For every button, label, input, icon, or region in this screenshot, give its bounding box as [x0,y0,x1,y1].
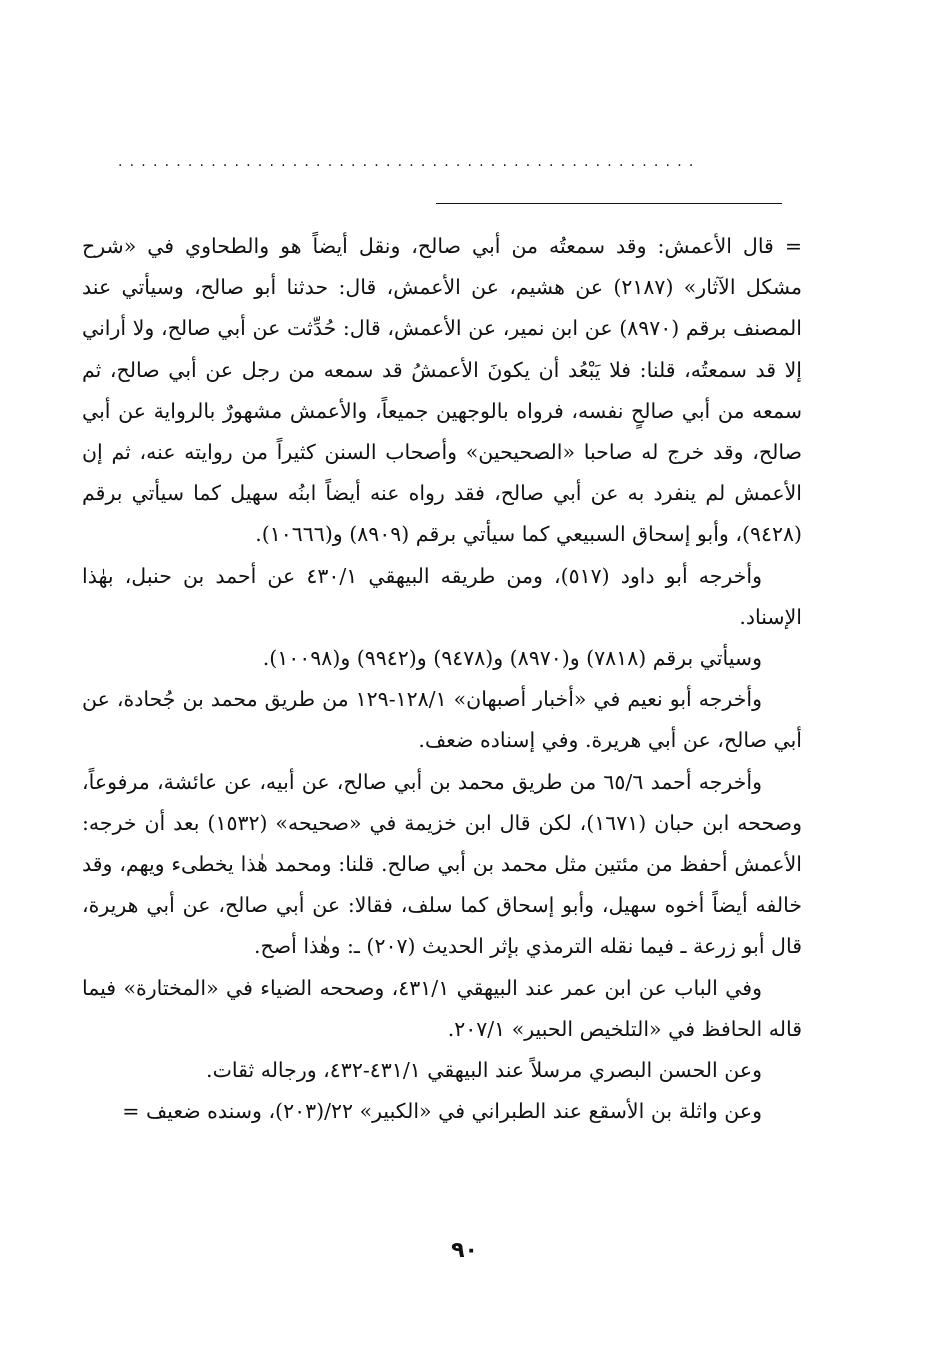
footnote-paragraph: وعن الحسن البصري مرسلاً عند البيهقي ٤٣١/١-٤٣٢، ورجاله ثقات. [206,1058,762,1083]
footnote-paragraph: وفي الباب عن ابن عمر عند البيهقي ٤٣١/١، وصححه الضياء في «المختارة» فيما قاله الحافظ في «التلخيص الحبير» ٢٠٧/١. [82,975,802,1041]
separator-dots: .................................................. [118,156,701,168]
footnote-paragraph: وأخرجه أحمد ٦٥/٦ من طريق محمد بن أبي صالح، عن أبيه، عن عائشة، مرفوعاً، وصححه ابن حبان (١٦٧١)، لكن قال ابن خزيمة في «صحيحه» (١٥٣٢) بعد أن خرجه: الأعمش أحفظ من مئتين مثل محمد بن أبي صالح. قلنا: ومحمد هٰذا يخطىء ويهم، وقد خالفه أيضاً أخوه سهيل، وأبو إسحاق كما سلف، فقالا: عن أبي صالح، عن أبي هريرة، قال أبو زرعة ـ فيما نقله الترمذي بإثر الحديث (٢٠٧) ـ: وهٰذا أصح. [82,769,802,959]
footnote-paragraph: وأخرجه أبو نعيم في «أخبار أصبهان» ١٢٨/١-١٢٩ من طريق محمد بن جُحادة، عن أبي صالح، عن أبي هريرة. وفي إسناده ضعف. [82,687,802,753]
footnote-rule [436,203,782,204]
page-number: ٩٠ [451,1238,478,1263]
footnote-paragraph: وسيأتي برقم (٧٨١٨) و(٨٩٧٠) و(٩٤٧٨) و(٩٩٤٢) و(١٠٠٩٨). [262,646,762,671]
footnote-block [82,226,802,1132]
footnote-paragraph: وعن واثلة بن الأسقع عند الطبراني في «الكبير» ٢٢/(٢٠٣)، وسنده ضعيف = [122,1099,762,1124]
footnote-paragraph: = قال الأعمش: وقد سمعتُه من أبي صالح، ونقل أيضاً هو والطحاوي في «شرح مشكل الآثار» (٢١٨٧) عن هشيم، عن الأعمش، قال: حدثنا أبو صالح، وسيأتي عند المصنف برقم (٨٩٧٠) عن ابن نمير، عن الأعمش، قال: حُدِّثت عن أبي صالح، ولا أراني إلا قد سمعتُه، قلنا: فلا يَبْعُد أن يكونَ الأعمشُ قد سمعه من رجل عن أبي صالح، ثم سمعه من أبي صالحٍ نفسه، فرواه بالوجهين جميعاً، والأعمش مشهورٌ بالرواية عن أبي صالح، وقد خرج له صاحبا «الصحيحين» وأصحاب السنن كثيراً من روايته عنه، ثم إن الأعمش لم ينفرد به عن أبي صالح، فقد رواه عنه أيضاً ابنُه سهيل كما سيأتي برقم (٩٤٢٨)، وأبو إسحاق السبيعي كما سيأتي برقم (٨٩٠٩) و(١٠٦٦٦). [82,234,802,547]
footnote-paragraph: وأخرجه أبو داود (٥١٧)، ومن طريقه البيهقي ٤٣٠/١ عن أحمد بن حنبل، بهٰذا الإسناد. [82,563,802,629]
